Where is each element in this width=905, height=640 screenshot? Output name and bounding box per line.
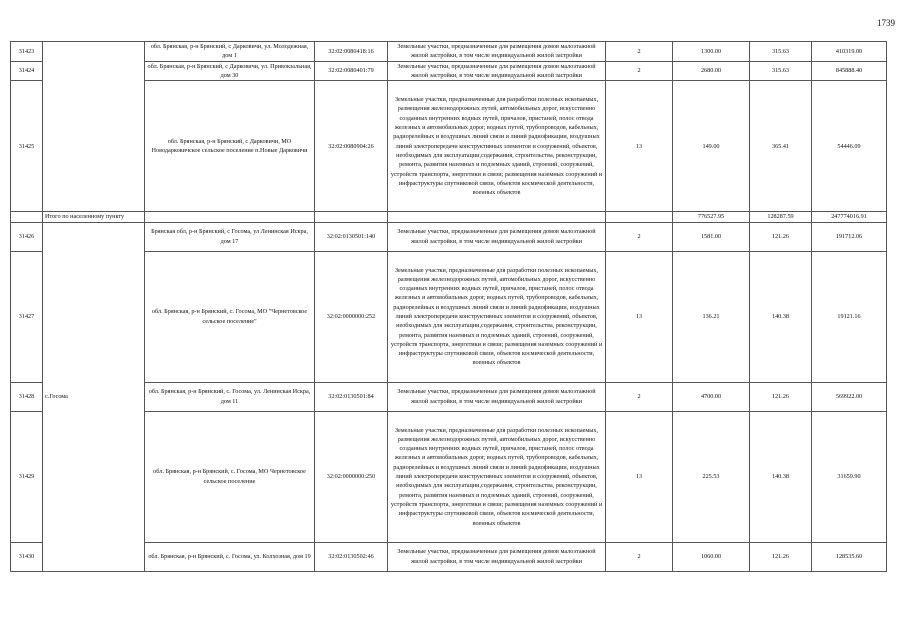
cadastral-value: 31659.90 xyxy=(812,411,887,542)
specific-value: 140.38 xyxy=(750,251,812,382)
cadastral-number: 32:02:0130501:140 xyxy=(315,222,388,251)
land-purpose: Земельные участки, предназначенные для размещения домов малоэтажной жилой застройки, в том числе индивидуальной жилой застройки xyxy=(388,382,606,411)
area-value: 2680.00 xyxy=(673,61,750,81)
purpose-code: 2 xyxy=(606,61,673,81)
specific-value: 140.38 xyxy=(750,411,812,542)
land-purpose: Земельные участки, предназначенные для размещения домов малоэтажной жилой застройки, в том числе индивидуальной жилой застройки xyxy=(388,61,606,81)
purpose-code: 13 xyxy=(606,81,673,212)
cadastral-number: 32:02:0080418:16 xyxy=(315,42,388,62)
cadastral-number: 32:02:0080401:79 xyxy=(315,61,388,81)
address-cell: обл. Брянская, р-н Брянский, с Дарковичи, МО Новодарковичское сельское поселение п.Новые Дарковичи xyxy=(145,81,315,212)
cadastral-value: 128535.60 xyxy=(812,542,887,571)
address-cell: обл. Брянская, р-н Брянский, с. Госома, ул. Ленинская Искра, дом 11 xyxy=(145,382,315,411)
area-value: 225.53 xyxy=(673,411,750,542)
cadastral-number: 32:02:0130501:84 xyxy=(315,382,388,411)
specific-value: 365.41 xyxy=(750,81,812,212)
address-cell: обл. Брянская, р-н Брянский, с. Госома, МО "Чернетовское сельское поселение" xyxy=(145,251,315,382)
purpose-code: 2 xyxy=(606,382,673,411)
purpose-code: 13 xyxy=(606,251,673,382)
specific-value: 121.26 xyxy=(750,382,812,411)
page-number: 1739 xyxy=(877,18,895,28)
land-purpose: Земельные участки, предназначенные для разработки полезных ископаемых, размещения железнодорожных путей, автомобильных дорог, искусственно созданных внутренних водных путей, причалов, пристаней, полос отвода железных и автомобильных дорог, водных путей, трубопроводов, кабельных, радиорелейных и воздушных линий связи и линий радиофикации, воздушных линий электропередачи конструктивных элементов и сооружений, объектов, необходимых для эксплуатации,содержания, строительства, реконструкции, ремонта, развития наземных и подземных зданий, строений, сооружений, устройств транспорта, энергетики и связи; размещения наземных сооружений и инфраструктуры спутниковой связи, объектов космической деятельности, военных объектов xyxy=(388,81,606,212)
settlement-name: с.Госома xyxy=(43,222,145,571)
specific-value: 121.26 xyxy=(750,542,812,571)
record-number: 31426 xyxy=(11,222,43,251)
total-empty xyxy=(606,212,673,222)
cadastral-value: 191712.06 xyxy=(812,222,887,251)
cadastral-number: 32:02:0000000:252 xyxy=(315,251,388,382)
total-label: Итого по населенному пункту xyxy=(43,212,145,222)
record-number: 31427 xyxy=(11,251,43,382)
address-cell: Брянская обл, р-н Брянский, с Госома, ул Ленинская Искра, дом 17 xyxy=(145,222,315,251)
land-purpose: Земельные участки, предназначенные для размещения домов малоэтажной жилой застройки, в том числе индивидуальной жилой застройки xyxy=(388,542,606,571)
total-empty xyxy=(315,212,388,222)
table-row xyxy=(11,222,887,251)
cadastral-value: 569922.00 xyxy=(812,382,887,411)
table-row xyxy=(11,42,887,62)
cadastral-number: 32:02:0000000:250 xyxy=(315,411,388,542)
record-number: 31430 xyxy=(11,542,43,571)
total-price: 128287.59 xyxy=(750,212,812,222)
record-number: 31424 xyxy=(11,61,43,81)
area-value: 1581.00 xyxy=(673,222,750,251)
purpose-code: 2 xyxy=(606,542,673,571)
area-value: 4700.00 xyxy=(673,382,750,411)
record-number: 31425 xyxy=(11,81,43,212)
total-empty xyxy=(145,212,315,222)
land-purpose: Земельные участки, предназначенные для разработки полезных ископаемых, размещения железнодорожных путей, автомобильных дорог, искусственно созданных внутренних водных путей, причалов, пристаней, полос отвода железных и автомобильных дорог, водных путей, трубопроводов, кабельных, радиорелейных и воздушных линий связи и линий радиофикации, воздушных линий электропередачи конструктивных элементов и сооружений, объектов, необходимых для эксплуатации,содержания, строительства, реконструкции, ремонта, развития наземных и подземных зданий, строений, сооружений, устройств транспорта, энергетики и связи; размещения наземных сооружений и инфраструктуры спутниковой связи, объектов космической деятельности, военных объектов xyxy=(388,251,606,382)
total-value: 247774016.91 xyxy=(812,212,887,222)
area-value: 1300.00 xyxy=(673,42,750,62)
cadastral-value: 410319.00 xyxy=(812,42,887,62)
land-purpose: Земельные участки, предназначенные для разработки полезных ископаемых, размещения железнодорожных путей, автомобильных дорог, искусственно созданных внутренних водных путей, причалов, пристаней, полос отвода железных и автомобильных дорог, водных путей, трубопроводов, кабельных, радиорелейных и воздушных линий связи и линий радиофикации, воздушных линий электропередачи конструктивных элементов и сооружений, объектов, необходимых для эксплуатации,содержания, строительства, реконструкции, ремонта, развития наземных и подземных зданий, строений, сооружений, устройств транспорта, энергетики и связи; размещения наземных сооружений и инфраструктуры спутниковой связи, объектов космической деятельности, военных объектов xyxy=(388,411,606,542)
record-number: 31423 xyxy=(11,42,43,62)
purpose-code: 2 xyxy=(606,42,673,62)
land-purpose: Земельные участки, предназначенные для размещения домов малоэтажной жилой застройки, в том числе индивидуальной жилой застройки xyxy=(388,222,606,251)
settlement-cell xyxy=(43,42,145,212)
cadastral-value: 845888.40 xyxy=(812,61,887,81)
specific-value: 121.26 xyxy=(750,222,812,251)
cadastral-value-table xyxy=(10,41,887,572)
cadastral-value: 54446.09 xyxy=(812,81,887,212)
purpose-code: 2 xyxy=(606,222,673,251)
total-empty xyxy=(11,212,43,222)
address-cell: обл. Брянская, р-н Брянский, с. Госома, ул. Колхозная, дом 19 xyxy=(145,542,315,571)
record-number: 31428 xyxy=(11,382,43,411)
address-cell: обл. Брянская, р-н Брянский, с. Госома, МО Чернетовское сельское поселение xyxy=(145,411,315,542)
record-number: 31429 xyxy=(11,411,43,542)
specific-value: 315.63 xyxy=(750,61,812,81)
area-value: 136.21 xyxy=(673,251,750,382)
land-purpose: Земельные участки, предназначенные для размещения домов малоэтажной жилой застройки, в том числе индивидуальной жилой застройки xyxy=(388,42,606,62)
address-cell: обл. Брянская, р-н Брянский, с Дарковичи, ул. Привокзальная, дом 30 xyxy=(145,61,315,81)
total-empty xyxy=(388,212,606,222)
settlement-total-row xyxy=(11,212,887,222)
total-area: 776527.95 xyxy=(673,212,750,222)
specific-value: 315.63 xyxy=(750,42,812,62)
cadastral-number: 32:02:0130502:46 xyxy=(315,542,388,571)
cadastral-value: 19121.16 xyxy=(812,251,887,382)
cadastral-number: 32:02:0080904:26 xyxy=(315,81,388,212)
area-value: 149.00 xyxy=(673,81,750,212)
address-cell: обл. Брянская, р-н Брянский, с Дарковичи, ул. Молодежная, дом 1 xyxy=(145,42,315,62)
purpose-code: 13 xyxy=(606,411,673,542)
area-value: 1060.00 xyxy=(673,542,750,571)
